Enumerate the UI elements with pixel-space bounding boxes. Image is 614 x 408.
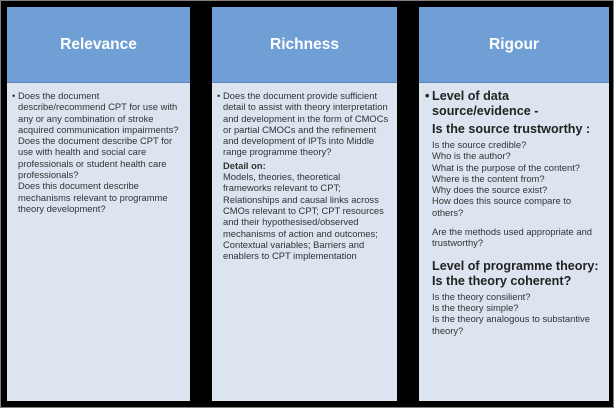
relevance-column [7,7,190,401]
rigour-level2-title: Level of programme theory: [432,258,599,273]
relevance-item-3: Does this document describe mechanisms relevant to programme theory development? [18,180,168,214]
richness-detail-heading: Detail on: [223,159,266,171]
rigour-question: Where is the content from? [432,172,545,184]
rigour-level1-title: Level of data source/evidence - [432,89,539,118]
rigour-header: Rigour [419,7,609,83]
richness-header: Richness [212,7,397,83]
richness-intro: • Does the document provide sufficient detail to assist with theory interpretation and development in the form of CMOCs or partial CMOCs and the refinement and development of IPTs into Middle range programme theory? [218,90,389,158]
rigour-level1-heading [425,89,601,137]
rigour-question: How does this source compare to others? [432,195,572,218]
rigour-level2-heading [425,259,601,289]
rigour-question: Why does the source exist? [432,184,548,196]
relevance-item-2: Does the document describe CPT for use with health and social care professionals or student health care professionals? [18,135,173,181]
richness-detail-text: Models, theories, theoretical frameworks relevant to CPT; Relationships and causal links across CMOs relevant to CPT; CPT resources and their hypothesised/observed mechanisms of action and outcomes; Contextual variables; Barriers and enablers to CPT implementation [223,171,384,262]
rigour-question: Is the theory consilient? [432,290,531,302]
relevance-item-1: • Does the document describe/recommend CPT for use with any or any combination of stroke acquired communication impairments? [13,90,182,135]
rigour-question: Is the theory analogous to substantive theory? [432,313,590,336]
rigour-question: Is the theory simple? [432,301,519,313]
relevance-header: Relevance [7,7,190,83]
rigour-question: What is the purpose of the content? [432,161,581,173]
rigour-question: Who is the author? [432,150,511,162]
richness-column [212,7,397,401]
rigour-level2-question: Is the theory coherent? [432,273,572,288]
rigour-level1-question: Is the source trustworthy : [432,122,591,136]
rigour-column [419,7,609,401]
rigour-question-list-2 [425,291,601,336]
rigour-question: Is the source credible? [432,139,527,150]
rigour-question-list-1 [425,139,601,249]
rigour-methods-question: Are the methods used appropriate and trustworthy? [432,226,593,249]
